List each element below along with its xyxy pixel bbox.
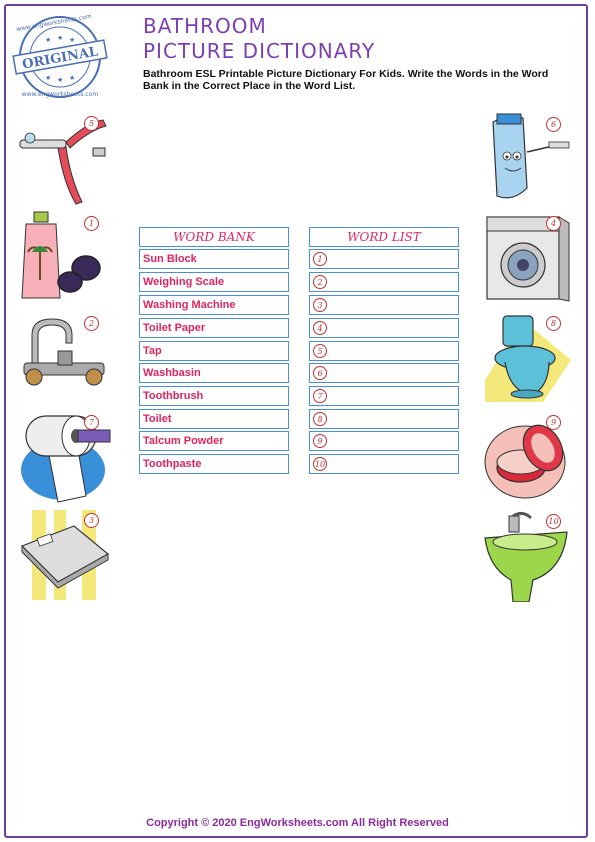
word-list-answer-field[interactable] <box>309 341 459 361</box>
word-bank-item: Weighing Scale <box>139 272 289 292</box>
word-bank-item: Tap <box>139 341 289 361</box>
word-list-number: 10 <box>313 457 327 471</box>
picture-number: 7 <box>84 415 99 430</box>
word-list-header: WORD LIST <box>309 227 459 247</box>
word-list-number: 9 <box>313 434 327 448</box>
word-bank-item: Washbasin <box>139 363 289 383</box>
svg-text:★: ★ <box>69 74 76 82</box>
word-bank-item: Toothbrush <box>139 386 289 406</box>
word-list-answer-field[interactable] <box>309 454 459 474</box>
word-list-answer-field[interactable] <box>309 386 459 406</box>
word-list-number: 4 <box>313 321 327 335</box>
word-bank-item: Toothpaste <box>139 454 289 474</box>
word-list-answer-field[interactable] <box>309 272 459 292</box>
word-bank-item: Sun Block <box>139 249 289 269</box>
picture-number: 8 <box>546 316 561 331</box>
word-list-number: 1 <box>313 252 327 266</box>
word-list-number: 2 <box>313 275 327 289</box>
svg-text:★: ★ <box>57 34 64 42</box>
word-list-number: 3 <box>313 298 327 312</box>
svg-text:★: ★ <box>69 36 76 44</box>
svg-text:www.engworksheets.com: www.engworksheets.com <box>15 12 93 34</box>
word-bank-header: WORD BANK <box>139 227 289 247</box>
word-list-answer-field[interactable] <box>309 249 459 269</box>
word-list-number: 8 <box>313 412 327 426</box>
word-bank-item: Toilet <box>139 409 289 429</box>
word-bank-item: Toilet Paper <box>139 318 289 338</box>
word-list-answer-field[interactable] <box>309 295 459 315</box>
picture-number: 5 <box>84 116 99 131</box>
word-bank-item: Washing Machine <box>139 295 289 315</box>
word-bank-item: Talcum Powder <box>139 431 289 451</box>
svg-text:www.engworksheets.com: www.engworksheets.com <box>21 91 99 98</box>
original-stamp-icon <box>10 12 110 102</box>
svg-text:★: ★ <box>57 76 64 84</box>
word-list-number: 5 <box>313 344 327 358</box>
word-list-answer-field[interactable] <box>309 318 459 338</box>
picture-number: 6 <box>546 117 561 132</box>
toothbrush-icon <box>18 112 113 207</box>
picture-number: 9 <box>546 415 561 430</box>
svg-text:ORIGINAL: ORIGINAL <box>21 44 100 73</box>
title-line-2: PICTURE DICTIONARY <box>143 39 376 63</box>
instructions: Bathroom ESL Printable Picture Dictionary For Kids. Write the Words in the Word Bank in the Correct Place in the Word List. <box>143 68 549 92</box>
weighing-scale-icon <box>18 510 113 600</box>
word-list-answer-field[interactable] <box>309 363 459 383</box>
picture-number: 4 <box>546 216 561 231</box>
svg-text:★: ★ <box>45 36 52 44</box>
title-line-1: BATHROOM <box>143 14 267 38</box>
copyright-footer: Copyright © 2020 EngWorksheets.com All Right Reserved <box>146 817 449 829</box>
svg-text:★: ★ <box>45 74 52 82</box>
word-list-number: 6 <box>313 366 327 380</box>
picture-number: 3 <box>84 513 99 528</box>
picture-number: 1 <box>84 216 99 231</box>
word-list-number: 7 <box>313 389 327 403</box>
word-list-answer-field[interactable] <box>309 431 459 451</box>
picture-number: 2 <box>84 316 99 331</box>
picture-number: 10 <box>546 514 561 529</box>
page-title <box>143 14 375 64</box>
word-list-answer-field[interactable] <box>309 409 459 429</box>
